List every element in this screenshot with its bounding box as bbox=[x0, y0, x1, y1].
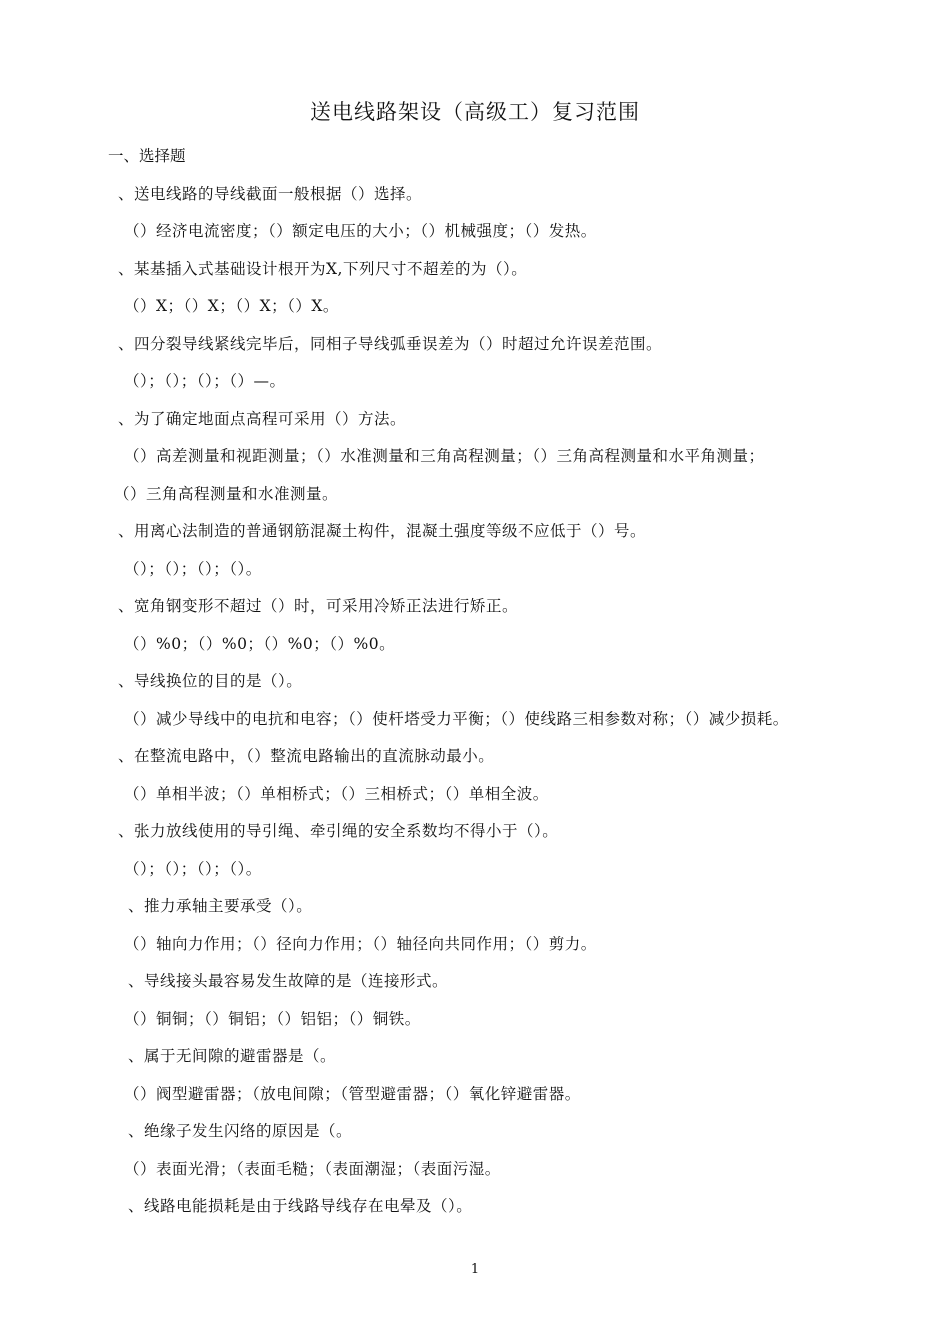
question-line: 、线路电能损耗是由于线路导线存在电晕及（）。 bbox=[128, 1197, 473, 1215]
options-line: （）X；（）X；（）X；（）X。 bbox=[124, 297, 339, 315]
section-heading: 一、选择题 bbox=[108, 147, 186, 165]
question-line: 、导线换位的目的是（）。 bbox=[118, 672, 303, 690]
question-line: 、属于无间隙的避雷器是（。 bbox=[128, 1047, 337, 1065]
options-line: （）三角高程测量和水准测量。 bbox=[114, 485, 339, 503]
options-line: （）；（）；（）；（）。 bbox=[124, 860, 262, 878]
options-line: （）阀型避雷器；（放电间隙；（管型避雷器；（）氧化锌避雷器。 bbox=[124, 1085, 581, 1103]
question-line: 、某基插入式基础设计根开为X,下列尺寸不超差的为（）。 bbox=[118, 260, 528, 278]
options-line: （）轴向力作用；（）径向力作用；（）轴径向共同作用；（）剪力。 bbox=[124, 935, 597, 953]
options-line: （）铜铜；（）铜铝；（）铝铝；（）铜铁。 bbox=[124, 1010, 421, 1028]
options-line: （）减少导线中的电抗和电容；（）使杆塔受力平衡；（）使线路三相参数对称；（）减少损耗。 bbox=[124, 710, 789, 728]
document-title: 送电线路架设（高级工）复习范围 bbox=[310, 100, 640, 124]
question-line: 、宽角钢变形不超过（）时，可采用冷矫正法进行矫正。 bbox=[118, 597, 519, 615]
question-line: 、绝缘子发生闪络的原因是（。 bbox=[128, 1122, 353, 1140]
page-number: 1 bbox=[470, 1262, 480, 1277]
question-line: 、四分裂导线紧线完毕后，同相子导线弧垂误差为（）时超过允许误差范围。 bbox=[118, 335, 663, 353]
question-line: 、推力承轴主要承受（）。 bbox=[128, 897, 313, 915]
question-line: 、送电线路的导线截面一般根据（）选择。 bbox=[118, 185, 423, 203]
options-line: （）；（）；（）；（）—。 bbox=[124, 372, 286, 390]
options-line: （）；（）；（）；（）。 bbox=[124, 560, 262, 578]
options-line: （）高差测量和视距测量；（）水准测量和三角高程测量；（）三角高程测量和水平角测量； bbox=[124, 447, 765, 465]
options-line: （）表面光滑；（表面毛糙；（表面潮湿；（表面污湿。 bbox=[124, 1160, 501, 1178]
options-line: （）经济电流密度；（）额定电压的大小；（）机械强度；（）发热。 bbox=[124, 222, 597, 240]
question-line: 、导线接头最容易发生故障的是（连接形式。 bbox=[128, 972, 449, 990]
options-line: （）%0；（）%0；（）%0；（）%0。 bbox=[124, 635, 396, 653]
question-line: 、用离心法制造的普通钢筋混凝土构件，混凝土强度等级不应低于（）号。 bbox=[118, 522, 647, 540]
question-line: 、张力放线使用的导引绳、牵引绳的安全系数均不得小于（）。 bbox=[118, 822, 559, 840]
question-line: 、为了确定地面点高程可采用（）方法。 bbox=[118, 410, 407, 428]
question-line: 、在整流电路中，（）整流电路输出的直流脉动最小。 bbox=[118, 747, 495, 765]
options-line: （）单相半波；（）单相桥式；（）三相桥式；（）单相全波。 bbox=[124, 785, 549, 803]
